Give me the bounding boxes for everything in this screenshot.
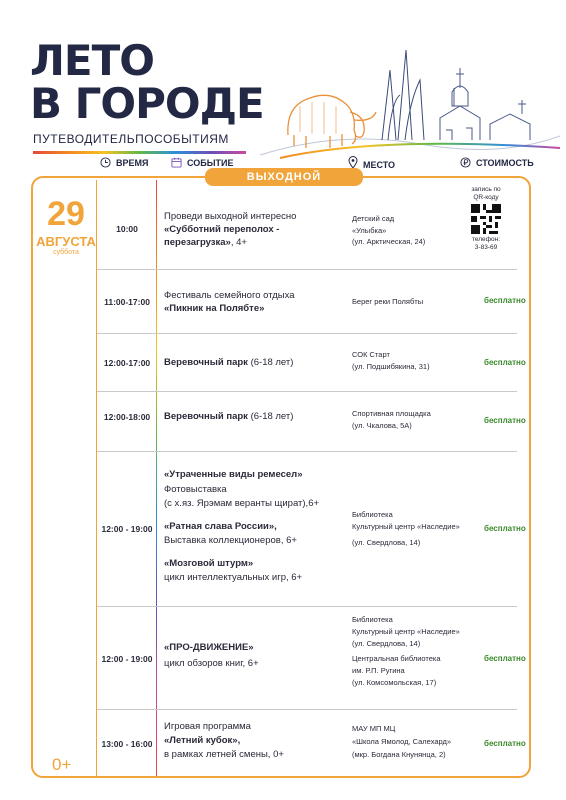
event-text: Выставка коллекционеров, 6+ — [164, 535, 297, 546]
qr-code-icon[interactable] — [471, 204, 501, 234]
event-description — [164, 289, 346, 315]
event-text: Проведи выходной интересно — [164, 211, 297, 222]
qr-caption: запись по — [471, 186, 501, 193]
event-title: «Пикник на Полябте» — [164, 303, 265, 314]
place-line: (ул. Подшибякина, 31) — [352, 361, 430, 371]
event-place — [352, 213, 484, 248]
page-subtitle: ПУТЕВОДИТЕЛЬПОСОБЫТИЯМ — [33, 132, 229, 146]
event-text: Игровая программа — [164, 721, 251, 732]
event-description — [164, 640, 346, 672]
place-line: (ул. Чкалова, 5А) — [352, 420, 412, 430]
place-line: (мкр. Богдана Кнунянца, 2) — [352, 750, 446, 759]
event-title: Веревочный парк — [164, 357, 248, 368]
event-title: «Летний кубок», — [164, 735, 241, 746]
date-weekday: суббота — [53, 249, 79, 256]
event-description — [164, 356, 346, 369]
event-title: «Ратная слава России», — [164, 520, 277, 532]
event-price: бесплатно — [484, 524, 526, 533]
place-line: Библиотека — [352, 510, 393, 519]
event-price: бесплатно — [484, 654, 526, 663]
place-line: (ул. Свердлова, 14) — [352, 538, 421, 547]
page-title-line-2: В ГОРОДЕ — [30, 79, 264, 128]
day-type-tab: ВЫХОДНОЙ — [205, 168, 363, 186]
event-place — [352, 349, 484, 372]
church-icon — [440, 68, 530, 140]
column-label-cost: СТОИМОСТЬ — [476, 157, 534, 168]
row-divider — [97, 606, 517, 607]
clock-icon — [100, 157, 111, 168]
event-description — [164, 720, 346, 762]
event-text: Фотовыставка — [164, 483, 227, 495]
event-time: 12:00 - 19:00 — [101, 654, 153, 664]
event-place — [352, 722, 484, 761]
event-time: 13:00 - 16:00 — [101, 739, 153, 749]
event-place — [352, 408, 484, 431]
event-text: Фестиваль семейного отдыха — [164, 290, 295, 301]
city-towers-icon — [382, 50, 424, 140]
place-line: Спортивная площадка — [352, 409, 431, 418]
column-header-time — [100, 157, 148, 168]
place-line: «Улыбка» — [352, 225, 387, 235]
page-title-line-1: ЛЕТО — [30, 36, 154, 85]
column-label-place: МЕСТО — [363, 160, 396, 170]
event-time: 12:00 - 19:00 — [101, 524, 153, 534]
event-title: «Субботний переполох - перезагрузка» — [164, 224, 280, 248]
place-line: СОК Старт — [352, 350, 390, 359]
place-line: (ул. Арктическая, 24) — [352, 237, 426, 246]
age-rating: 0+ — [52, 755, 72, 774]
event-text: цикл обзоров книг, 6+ — [164, 658, 259, 669]
event-text: цикл интеллектуальных игр, 6+ — [164, 572, 303, 583]
event-title: «Мозговой штурм» — [164, 557, 254, 569]
date-month: АВГУСТА — [36, 234, 96, 249]
event-title: Веревочный парк — [164, 411, 248, 422]
event-text: (с х.яз. Ярэмам веранты щират),6+ — [164, 498, 320, 509]
event-text: в рамках летней смены, 0+ — [164, 749, 284, 760]
qr-phone-label: телефон: — [471, 236, 501, 243]
place-line: МАУ МП МЦ — [352, 724, 396, 733]
event-title: «ПРО-ДВИЖЕНИЕ» — [164, 642, 254, 653]
place-line: им. Р.П. Ругина — [352, 666, 405, 676]
event-price: бесплатно — [484, 416, 526, 425]
row-divider — [97, 269, 517, 270]
event-place — [352, 614, 484, 689]
event-title: «Утраченные виды ремесел» — [164, 469, 303, 480]
place-line: Детский сад — [352, 214, 395, 223]
qr-block — [466, 186, 506, 252]
place-line: (ул. Комсомольская, 17) — [352, 677, 437, 687]
event-description — [164, 210, 346, 249]
place-line: Библиотека — [352, 615, 393, 624]
qr-caption: QR-коду — [473, 194, 499, 201]
column-label-time: ВРЕМЯ — [116, 157, 149, 168]
place-line: Культурный центр «Наследие» — [352, 626, 460, 636]
place-line: «Школа Ямолод, Салехард» — [352, 737, 452, 746]
event-place — [352, 509, 484, 549]
location-pin-icon — [348, 156, 358, 169]
event-place: Берег реки Полябты — [352, 297, 424, 306]
row-divider — [97, 709, 517, 710]
event-time: 12:00-17:00 — [103, 358, 151, 368]
event-time: 12:00-18:00 — [103, 412, 151, 422]
row-divider — [97, 333, 517, 334]
event-price: бесплатно — [484, 739, 526, 748]
place-line: Культурный центр «Наследие» — [352, 522, 460, 531]
place-line: (ул. Свердлова, 14) — [352, 638, 421, 648]
rainbow-divider — [33, 151, 246, 154]
column-header-event — [171, 157, 234, 168]
event-description — [164, 468, 346, 586]
date-day-number: 29 — [47, 195, 85, 233]
event-time: 11:00-17:00 — [104, 297, 150, 307]
calendar-icon — [171, 157, 182, 168]
event-description — [164, 410, 346, 423]
event-price: бесплатно — [484, 296, 526, 305]
event-time: 10:00 — [116, 224, 138, 234]
ruble-icon — [460, 157, 471, 168]
place-line: Центральная библиотека — [352, 654, 441, 664]
column-label-event: СОБЫТИЕ — [187, 157, 234, 168]
row-divider — [97, 451, 517, 452]
event-price: бесплатно — [484, 358, 526, 367]
event-age: , 4+ — [230, 237, 247, 248]
qr-phone: 3-83-69 — [474, 244, 498, 251]
city-mammoth-illustration — [260, 40, 560, 170]
column-header-cost — [460, 157, 534, 168]
event-age: (6-18 лет) — [247, 357, 294, 368]
row-divider — [97, 391, 517, 392]
event-age: (6-18 лет) — [247, 411, 294, 422]
